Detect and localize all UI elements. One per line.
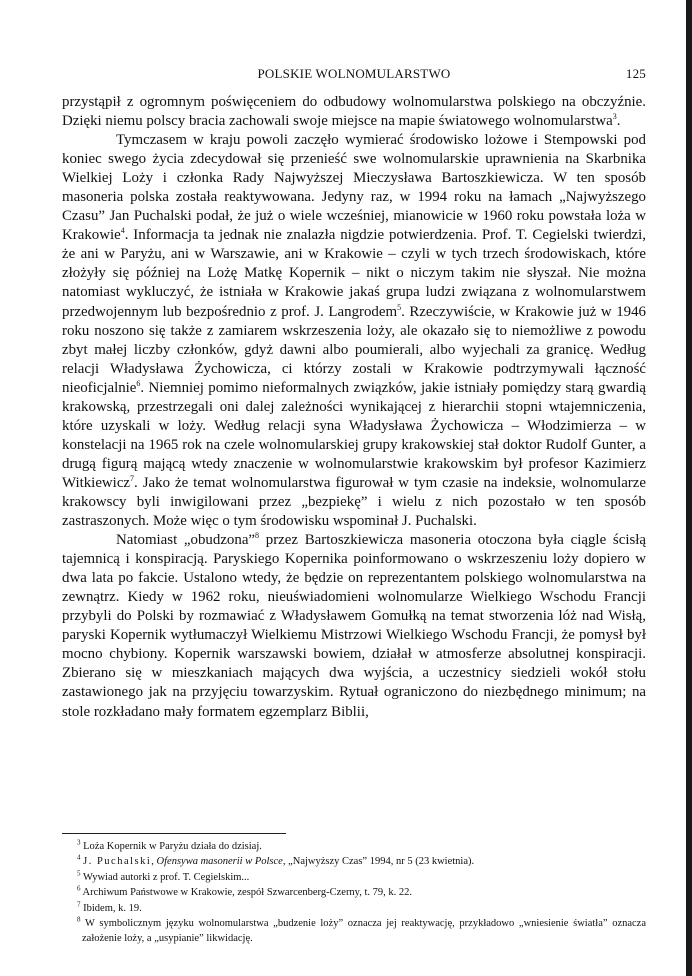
text-run: Tymczasem w kraju powoli zaczęło wymierać środowisko lożowe i Stempowski pod koniec swego życia zdecydował się przenieść swe wolnomularskie uprawnienia na Skarbnika Wielkiej Loży i członka Rady Najwyższej Mieczysława Bartoszkiewicza. W ten sposób masoneria polska została reaktywowana. Jedyny raz, w 1994 roku na łamach „Najwyższego Czasu” Jan Puchalski podał, że już o wiele wcześniej, mianowicie w 1960 roku powstała loża w Krakowie <box>62 132 646 244</box>
footnote-marker: 4 <box>77 853 81 862</box>
paragraph-3 <box>62 531 646 721</box>
text-run: przystąpił z ogromnym poświęceniem do odbudowy wolnomularstwa polskiego na obczyźnie. Dzięki niemu polscy bracia zachowali swoje miejsce na mapie światowego wolnomularstwa <box>62 94 646 130</box>
footnote-ref-6: 6 <box>136 378 141 388</box>
footnote-ref-5: 5 <box>397 302 402 312</box>
footnote-ref-4: 4 <box>120 226 125 236</box>
footnote-ref-3: 3 <box>612 112 617 122</box>
text-run: . Jako że temat wolnomularstwa figurował w tym czasie na indeksie, wolnomularze krakowscy byli inwigilowani przez „bezpiekę” i wielu z nich pozostało w ten sposób zastraszonych. Może więc o tym środowisku wspominał J. Puchalski. <box>62 474 646 530</box>
footnote-marker: 7 <box>77 900 81 909</box>
text-run: . <box>616 113 621 130</box>
footnote-8 <box>62 916 646 947</box>
footnote-text: , „Najwyższy Czas” 1994, nr 5 (23 kwietnia). <box>282 856 475 868</box>
footnote-4: $^4$ J. Puchalski, Ofensywa masonerii w Polsce, „Najwyższy Czas” 1994, nr 5 (23 kwietnia). <box>77 853 475 868</box>
footnote-text: Wywiad autorki z prof. T. Cegielskim... <box>82 871 250 883</box>
text-run: . Rzeczywiście, w Krakowie już w 1946 roku noszono się także z zamiarem wskrzeszenia loży, ale okazało się to niemożliwe z powodu zbyt małej liczby członków, gdyż dawni albo poumierali, albo wyjechali za granicę. Według relacji Władysława Żychowicza, ci którzy zostali w Krakowie podtrzymywali łączność nieoficjalnie <box>62 303 646 396</box>
text-run: przez Bartoszkiewicza masoneria otoczona była ciągle ścisłą tajemnicą i konspiracją. Paryskiego Kopernika poinformowano o wskrzeszeniu loży dopiero w dwa lata po fakcie. Ustalono wtedy, że będzie on reprezentantem polskiego wolnomularstwa na zewnątrz. Kiedy w 1962 roku, nieuświadomieni wolnomularze Wielkiego Wschodu Francji przybyli do Polski by rozmawiać z Władysławem Gomułką na temat stworzenia lóż nad Wisłą, paryski Kopernik wytłumaczył Wielkiemu Mistrzowi Wielkiego Wschodu Francji, że pomysł był mocno chybiony. Kopernik warszawski bowiem, działał w atmosferze absolutnej konspiracji. Zbierano się w mieszkaniach mających dwa wyjścia, a uczestnicy siedzieli wokół stołu zastawionego jak na przyjęciu towarzyskim. Rytuał ograniczono do niezbędnego minimum; na stole rozkładano mały formatem egzemplarz Biblii, <box>62 532 646 720</box>
page-edge-shadow <box>686 0 692 976</box>
footnote-author: J. Puchalski <box>83 856 152 868</box>
footnote-text: Loża Kopernik w Paryżu działa do dzisiaj. <box>83 841 262 852</box>
footnote-3 <box>62 839 646 854</box>
footnote-separator <box>62 833 286 834</box>
footnotes <box>62 839 646 947</box>
footnote-marker: 6 <box>77 884 81 893</box>
footnote-ref-7: 7 <box>130 473 135 483</box>
paragraph-1 <box>62 93 646 131</box>
footnote-6 <box>62 885 646 900</box>
footnote-text: W symbolicznym języku wolnomularstwa „budzenie loży” oznacza jej reaktywację, przykładowo „wniesienie światła” oznacza założenie loży, a „usypianie” likwidację. <box>82 918 647 945</box>
main-text <box>62 93 646 722</box>
footnote-title: Ofensywa masonerii w Polsce <box>156 856 283 868</box>
footnote-marker: 5 <box>77 869 81 878</box>
footnote-marker: 3 <box>77 838 81 847</box>
paragraph-2 <box>62 131 646 531</box>
footnote-marker: 8 <box>77 915 81 924</box>
page-number: 125 <box>625 66 646 81</box>
text-run: Natomiast „obudzona” <box>116 532 256 549</box>
footnote-text: Ibidem, k. 19. <box>83 902 142 914</box>
text-run: . Informacja ta jednak nie znalazła nigdzie potwierdzenia. Prof. T. Cegielski twierdzi, że ani w Paryżu, ani w Warszawie, ani w Krakowie – czyli w tych trzech środowiskach, które złożyły się później na Lożę Matkę Kopernik – nikt o niczym takim nie słyszał. Nie można natomiast wykluczyć, że istniała w Krakowie jakaś grupa ludzi związana z wolnomularstwem przedwojennym lub bezpośrednio z prof. J. Langrodem <box>62 227 646 320</box>
footnote-text: Archiwum Państwowe w Krakowie, zespół Szwarcenberg-Czerny, t. 79, k. 22. <box>82 887 413 899</box>
footnote-7 <box>62 901 646 916</box>
running-header <box>62 66 646 84</box>
running-title: POLSKIE WOLNOMULARSTWO <box>257 66 451 81</box>
footnote-5 <box>62 870 646 885</box>
text-run: . Niemniej pomimo nieformalnych związków, jakie istniały pomiędzy starą gwardią krakowską, przestrzegali oni dalej zależności wynikającej z hierarchii stopni wtajemniczenia, które uzyskali w loży. Według relacji syna Władysława Żychowicza – Włodzimierza – w konstelacji na 1965 rok na czele wolnomularskiej grupy krakowskiej stał doktor Rudolf Gunter, a drugą figurą mającą wtedy znaczenie w wolnomularstwie krakowskim był profesor Kazimierz Witkiewicz <box>62 379 646 491</box>
footnote-ref-8: 8 <box>255 531 260 541</box>
